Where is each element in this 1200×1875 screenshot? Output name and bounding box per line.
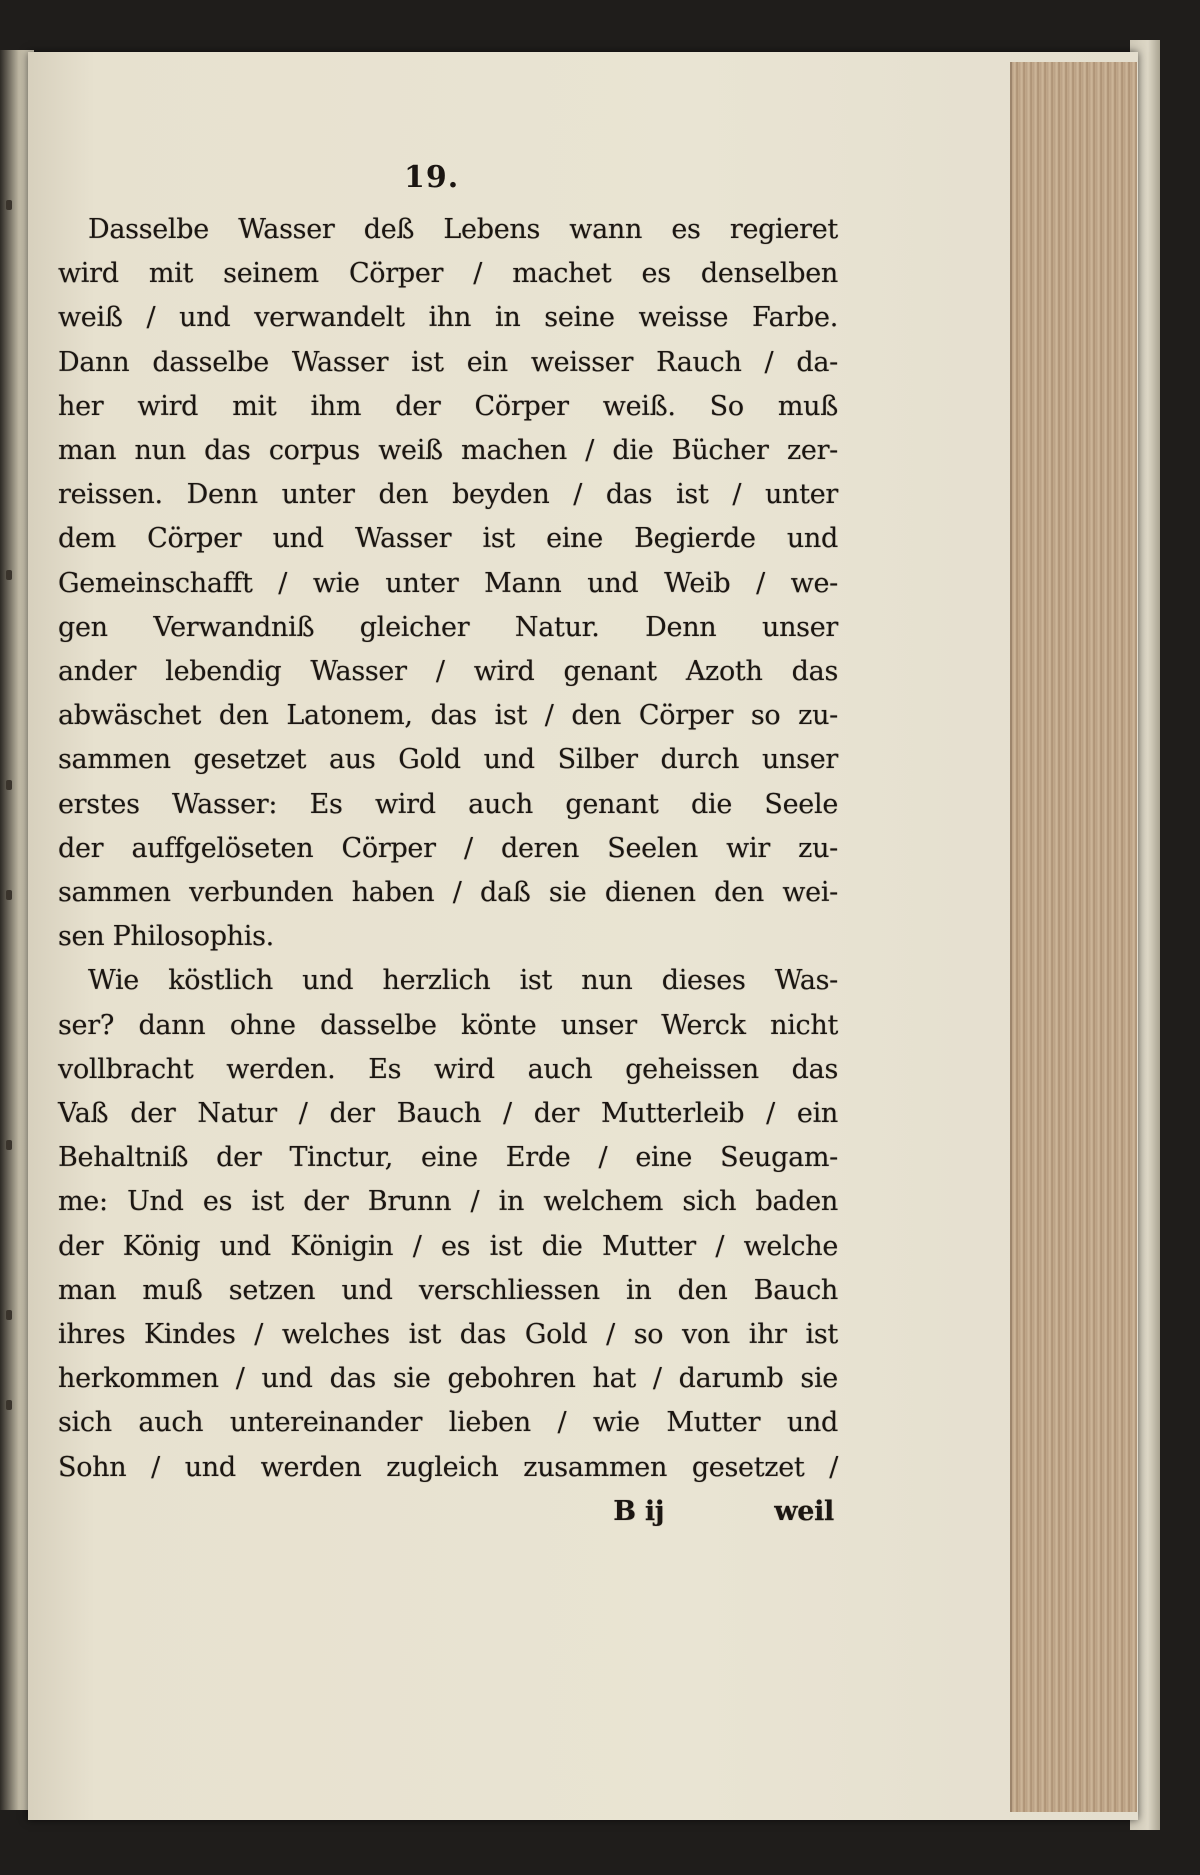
text-line: Gemeinschafft / wie unter Mann und Weib / we- <box>58 567 838 599</box>
page-footer <box>58 1490 838 1534</box>
text-line: ser? dann ohne dasselbe könte unser Werck nicht <box>58 1009 838 1041</box>
text-line: der König und Königin / es ist die Mutter / welche <box>58 1230 838 1262</box>
text-line: dem Cörper und Wasser ist eine Begierde und <box>58 523 838 555</box>
text-line: her wird mit ihm der Cörper weiß. So muß <box>58 390 838 422</box>
catchword: weil <box>774 1495 834 1527</box>
edge-mark <box>6 200 12 210</box>
signature-mark: B ij <box>613 1495 665 1527</box>
text-line: sich auch untereinander lieben / wie Mutter und <box>58 1407 838 1439</box>
header-spacer <box>58 162 838 208</box>
edge-mark <box>6 780 12 790</box>
text-line: abwäschet den Latonem, das ist / den Cörper so zu- <box>58 700 838 732</box>
text-line: Wie köstlich und herzlich ist nun dieses Was- <box>88 965 838 997</box>
text-line: Dann dasselbe Wasser ist ein weisser Rauch / da- <box>58 346 838 378</box>
text-line: erstes Wasser: Es wird auch genant die Seele <box>58 788 838 820</box>
text-line: gen Verwandniß gleicher Natur. Denn unser <box>58 611 838 643</box>
text-line: man nun das corpus weiß machen / die Bücher zer- <box>58 435 838 467</box>
text-line: sen Philosophis. <box>58 921 274 953</box>
text-line: sammen verbunden haben / daß sie dienen den wei- <box>58 877 838 909</box>
page-stack-edge <box>1010 62 1137 1812</box>
text-line: ander lebendig Wasser / wird genant Azoth das <box>58 656 838 688</box>
text-line: Behaltniß der Tinctur, eine Erde / eine Seugam- <box>58 1142 838 1174</box>
text-line: herkommen / und das sie gebohren hat / darumb sie <box>58 1363 838 1395</box>
page-number: 19. <box>404 160 460 195</box>
edge-mark <box>6 890 12 900</box>
text-line: wird mit seinem Cörper / machet es denselben <box>58 258 838 290</box>
text-line: vollbracht werden. Es wird auch geheissen das <box>58 1053 838 1085</box>
edge-mark <box>6 1400 12 1410</box>
text-line: Dasselbe Wasser deß Lebens wann es regieret <box>88 214 838 245</box>
text-line: Sohn / und werden zugleich zusammen gesetzet / <box>58 1451 838 1483</box>
page-text <box>58 162 838 1534</box>
text-line: reissen. Denn unter den beyden / das ist / unter <box>58 479 838 511</box>
text-line: man muß setzen und verschliessen in den Bauch <box>58 1274 838 1306</box>
text-line: weiß / und verwandelt ihn in seine weisse Farbe. <box>58 302 838 334</box>
text-line: me: Und es ist der Brunn / in welchem sich baden <box>58 1186 838 1218</box>
text-line: Vaß der Natur / der Bauch / der Mutterleib / ein <box>58 1098 838 1130</box>
text-line: ihres Kindes / welches ist das Gold / so von ihr ist <box>58 1319 838 1351</box>
text-line: der auffgelöseten Cörper / deren Seelen wir zu- <box>58 832 838 864</box>
edge-mark <box>6 570 12 580</box>
edge-mark <box>6 1310 12 1320</box>
text-line: sammen gesetzet aus Gold und Silber durch unser <box>58 744 838 776</box>
edge-mark <box>6 1140 12 1150</box>
